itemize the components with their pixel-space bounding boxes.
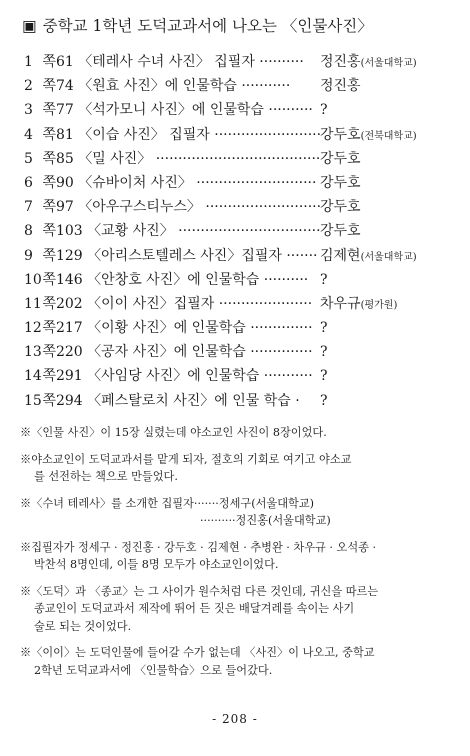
- notes-section: [20, 424, 450, 688]
- item-author: 강두호: [320, 174, 361, 191]
- item-number: 15: [24, 392, 42, 409]
- item-number: 4: [24, 126, 33, 143]
- list-item: [24, 123, 444, 147]
- item-author: ?: [320, 320, 328, 337]
- item-author-wrap: [320, 364, 328, 390]
- item-affiliation: (서울대학교): [360, 251, 417, 263]
- item-affiliation: (평가원): [360, 299, 398, 311]
- item-number: 6: [24, 174, 33, 191]
- list-item: [24, 292, 444, 316]
- item-author-wrap: [320, 316, 328, 342]
- item-author: ?: [320, 344, 328, 361]
- item-number: 3: [24, 102, 33, 119]
- item-page: 쪽291: [42, 368, 83, 385]
- item-page: 쪽97: [42, 199, 74, 216]
- item-author: ?: [320, 271, 328, 288]
- item-page: 쪽61: [42, 54, 74, 70]
- item-author-wrap: [320, 74, 361, 100]
- item-number: 2: [24, 78, 33, 95]
- item-author: 정진홍: [320, 54, 361, 70]
- note-2: [20, 451, 450, 486]
- item-affiliation: (전북대학교): [360, 130, 417, 142]
- list-item: [24, 389, 444, 413]
- note-5-line-2: 종교인이 도덕교과서 제작에 뛰어 든 짓은 배달겨레를 속이는 사기: [34, 602, 355, 615]
- item-page: 쪽90: [42, 174, 74, 191]
- item-text: 〈테레사 수녀 사진〉 집필자 ··········: [78, 54, 304, 70]
- item-page: 쪽217: [42, 320, 83, 337]
- list-item: [24, 364, 444, 388]
- note-3: [20, 495, 450, 530]
- item-number: 7: [24, 199, 33, 216]
- item-page: 쪽74: [42, 78, 74, 95]
- item-author-wrap: [320, 292, 397, 318]
- item-text: 〈공자 사진〉에 인물학습 ··············: [87, 344, 313, 361]
- section-heading: [22, 14, 373, 36]
- item-author-wrap: [320, 98, 328, 124]
- list-item: [24, 147, 444, 171]
- note-6: [20, 644, 450, 679]
- item-text: 〈이습 사진〉 집필자 ························: [78, 126, 322, 143]
- item-author: 김제현: [320, 247, 361, 264]
- item-author: ?: [320, 102, 328, 119]
- list-item: [24, 98, 444, 122]
- item-number: 13: [24, 344, 42, 361]
- item-author-wrap: [320, 219, 361, 245]
- note-3-line-1: ※〈수녀 테레사〉를 소개한 집필자·······정세구(서울대학교): [20, 496, 314, 510]
- item-author-wrap: [320, 123, 417, 149]
- item-author: 강두호: [320, 223, 361, 240]
- note-4-line-1: ※집필자가 정세구 · 정진홍 · 강두호 · 김제현 · 추병완 · 차우규 · 오석종 ·: [20, 540, 377, 554]
- item-text: 〈교황 사진〉 ································: [87, 223, 321, 240]
- list-item: [24, 268, 444, 292]
- item-author: ?: [320, 392, 328, 409]
- item-author: ?: [320, 368, 328, 385]
- note-2-line-1: ※야소교인이 도덕교과서를 맡게 되자, 절호의 기회로 여기고 야소교: [20, 452, 352, 466]
- note-4-line-2: 박찬석 8명인데, 이들 8명 모두가 야소교인이었다.: [34, 558, 279, 571]
- note-1: [20, 424, 450, 442]
- item-text: 〈원효 사진〉에 인물학습 ···········: [78, 78, 291, 95]
- item-author-wrap: [320, 244, 417, 270]
- item-page: 쪽103: [42, 223, 83, 240]
- list-item: [24, 171, 444, 195]
- note-5: [20, 583, 450, 636]
- note-5-line-3: 술로 되는 것이었다.: [34, 619, 132, 633]
- item-text: 〈안창호 사진〉에 인물학습 ··········: [87, 271, 309, 288]
- item-author-wrap: [320, 171, 361, 197]
- list-item: [24, 316, 444, 340]
- item-author: 강두호: [320, 199, 361, 216]
- note-3-line-2: ··········정진홍(서울대학교): [200, 514, 331, 527]
- item-text: 〈사임당 사진〉에 인물학습 ···········: [87, 368, 313, 385]
- item-number: 11: [24, 295, 42, 312]
- list-item: [24, 340, 444, 364]
- item-number: 14: [24, 368, 42, 385]
- item-page: 쪽146: [42, 271, 83, 288]
- item-page: 쪽220: [42, 344, 83, 361]
- item-number: 1: [24, 54, 33, 70]
- item-text: 〈아리스토텔레스 사진〉집필자 ·······: [87, 247, 318, 264]
- item-page: 쪽81: [42, 126, 74, 143]
- note-5-line-1: ※〈도덕〉과 〈종교〉는 그 사이가 원수처럼 다른 것인데, 귀신을 따르는: [20, 584, 379, 598]
- item-text: 〈이황 사진〉에 인물학습 ··············: [87, 320, 313, 337]
- list-item: [24, 219, 444, 243]
- item-affiliation: (서울대학교): [360, 58, 417, 69]
- item-page: 쪽129: [42, 247, 83, 264]
- heading-title: 중학교 1학년 도덕교과서에 나오는 〈인물사진〉: [42, 17, 373, 35]
- item-author-wrap: [320, 195, 361, 221]
- item-number: 10: [24, 271, 42, 288]
- photo-list: [24, 50, 444, 413]
- item-author-wrap: [320, 147, 361, 173]
- note-2-line-2: 를 선전하는 책으로 만들었다.: [34, 470, 178, 483]
- item-author: 강두호: [320, 150, 361, 167]
- item-author: 강두호: [320, 126, 361, 143]
- item-number: 9: [24, 247, 33, 264]
- note-6-line-2: 2학년 도덕교과서에 〈인물학습〉으로 들어갔다.: [34, 663, 273, 677]
- list-item: [24, 50, 444, 74]
- item-number: 8: [24, 223, 33, 240]
- item-author-wrap: [320, 340, 328, 366]
- item-text: 〈페스탈로치 사진〉에 인물 학습 ·: [87, 392, 300, 409]
- item-text: 〈밀 사진〉 ·····································: [78, 150, 321, 167]
- note-4: [20, 539, 450, 574]
- item-text: 〈아우구스티누스〉 ··························: [78, 199, 322, 216]
- item-number: 12: [24, 320, 42, 337]
- item-author-wrap: [320, 268, 328, 294]
- item-author: 정진홍: [320, 78, 361, 95]
- item-text: 〈석가모니 사진〉에 인물학습 ··········: [78, 102, 313, 119]
- item-author-wrap: [320, 50, 417, 76]
- item-page: 쪽77: [42, 102, 74, 119]
- list-item: [24, 195, 444, 219]
- item-page: 쪽294: [42, 392, 83, 409]
- list-item: [24, 74, 444, 98]
- item-text: 〈이이 사진〉집필자 ·····················: [87, 295, 313, 312]
- item-author: 차우규: [320, 295, 361, 312]
- note-1-text: ※〈인물 사진〉이 15장 실렸는데 야소교인 사진이 8장이었다.: [20, 426, 327, 439]
- item-page: 쪽85: [42, 150, 74, 167]
- page-number: - 208 -: [212, 712, 258, 726]
- item-number: 5: [24, 150, 33, 167]
- square-bullet-icon: ▣: [22, 17, 37, 35]
- note-6-line-1: ※〈이이〉는 도덕인물에 들어갈 수가 없는데 〈사진〉이 나오고, 중학교: [20, 646, 375, 659]
- item-text: 〈슈바이처 사진〉 ···························: [78, 174, 317, 191]
- list-item: [24, 244, 444, 268]
- item-page: 쪽202: [42, 295, 83, 312]
- item-author-wrap: [320, 389, 328, 415]
